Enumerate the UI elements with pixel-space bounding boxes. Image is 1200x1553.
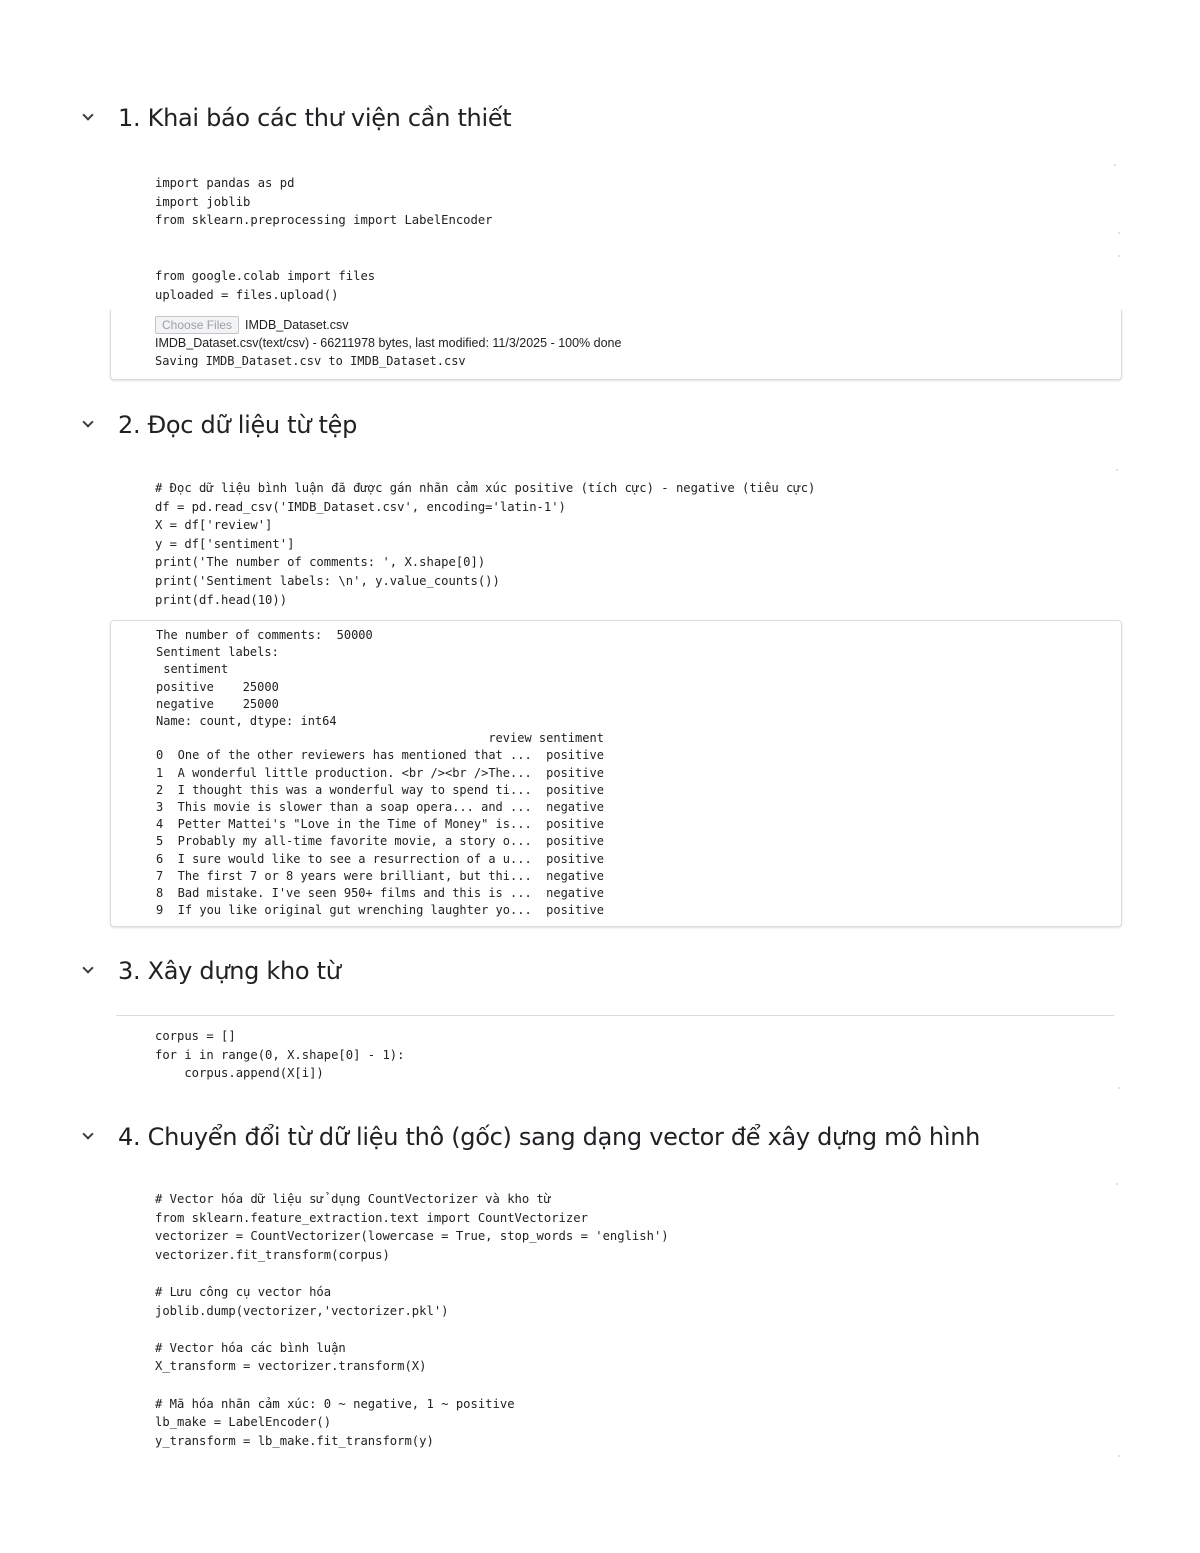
upload-status: IMDB_Dataset.csv(text/csv) - 66211978 bytes, last modified: 11/3/2025 - 100% done [155, 336, 622, 350]
upload-widget [155, 316, 349, 334]
section-2-header[interactable] [80, 411, 357, 439]
section-title: 1. Khai báo các thư viện cần thiết [118, 104, 512, 132]
section-title: 2. Đọc dữ liệu từ tệp [118, 411, 358, 439]
cell-marker [1118, 232, 1120, 234]
section-title: 3. Xây dựng kho từ [118, 957, 341, 985]
chevron-down-icon[interactable] [80, 109, 98, 127]
section-3-header[interactable] [80, 957, 341, 985]
cell-marker [1114, 164, 1116, 166]
cell-marker [1116, 469, 1118, 471]
code-cell-read-data[interactable]: # Đọc dữ liệu bình luận đã được gán nhãn cảm xúc positive (tích cực) - negative (tiêu cực) df = pd.read_csv('IMDB_Dataset.csv', encoding='latin-1') X = df['review'] y = df['sentiment'] print('The number of comments: ', X.shape[0]) print('Sentiment labels: \n', y.value_counts()) print(df.head(10)) [155, 481, 816, 607]
code-cell-vectorize[interactable]: # Vector hóa dữ liệu sử dụng CountVectorizer và kho từ from sklearn.feature_extraction.text import CountVectorizer vectorizer = CountVectorizer(lowercase = True, stop_words = 'english') vectorizer.fit_transform(corpus) # Lưu công cụ vector hóa joblib.dump(vectorizer,'vectorizer.pkl') # Vector hóa các bình luận X_transform = vectorizer.transform(X) # Mã hóa nhãn cảm xúc: 0 ~ negative, 1 ~ positive lb_make = LabelEncoder() y_transform = lb_make.fit_transform(y) [155, 1192, 669, 1448]
output-text: The number of comments: 50000 Sentiment labels: sentiment positive 25000 negative 25000 Name: count, dtype: int64 review sentiment 0 One of the other reviewers has mentioned that ... positive 1 A wonderful little production. <br /><br />The... positive 2 I thought this was a wonderful way to spend ti... positive 3 This movie is slower than a soap opera... and ... negative 4 Petter Mattei's "Love in the Time of Money" is... positive 5 Probably my all-time favorite movie, a story o... positive 6 I sure would like to see a resurrection of a u... positive 7 The first 7 or 8 years were brilliant, but thi... negative 8 Bad mistake. I've seen 950+ films and this is ... negative 9 If you like original gut wrenching laughter yo... positive [156, 628, 604, 918]
chevron-down-icon[interactable] [80, 1128, 98, 1146]
cell-marker [1118, 1455, 1120, 1457]
cell-marker [1118, 1087, 1120, 1089]
code-cell-corpus[interactable]: corpus = [] for i in range(0, X.shape[0] - 1): corpus.append(X[i]) [155, 1029, 405, 1081]
cell-marker [1116, 1183, 1118, 1185]
chevron-down-icon[interactable] [80, 962, 98, 980]
code-cell-imports[interactable]: import pandas as pd import joblib from sklearn.preprocessing import LabelEncoder from google.colab import files uploaded = files.upload() [155, 176, 493, 302]
cell-divider [116, 1015, 1114, 1016]
chevron-down-icon[interactable] [80, 416, 98, 434]
cell-marker [1118, 255, 1120, 257]
selected-file-name: IMDB_Dataset.csv [245, 318, 349, 332]
saving-message: Saving IMDB_Dataset.csv to IMDB_Dataset.csv [155, 354, 466, 368]
section-4-header[interactable] [80, 1123, 980, 1151]
section-title: 4. Chuyển đổi từ dữ liệu thô (gốc) sang dạng vector để xây dựng mô hình [118, 1123, 981, 1151]
choose-files-button[interactable]: Choose Files [155, 316, 239, 334]
output-cell-read-data [110, 620, 1122, 927]
section-1-header[interactable] [80, 104, 511, 132]
output-cell-upload [110, 310, 1122, 380]
